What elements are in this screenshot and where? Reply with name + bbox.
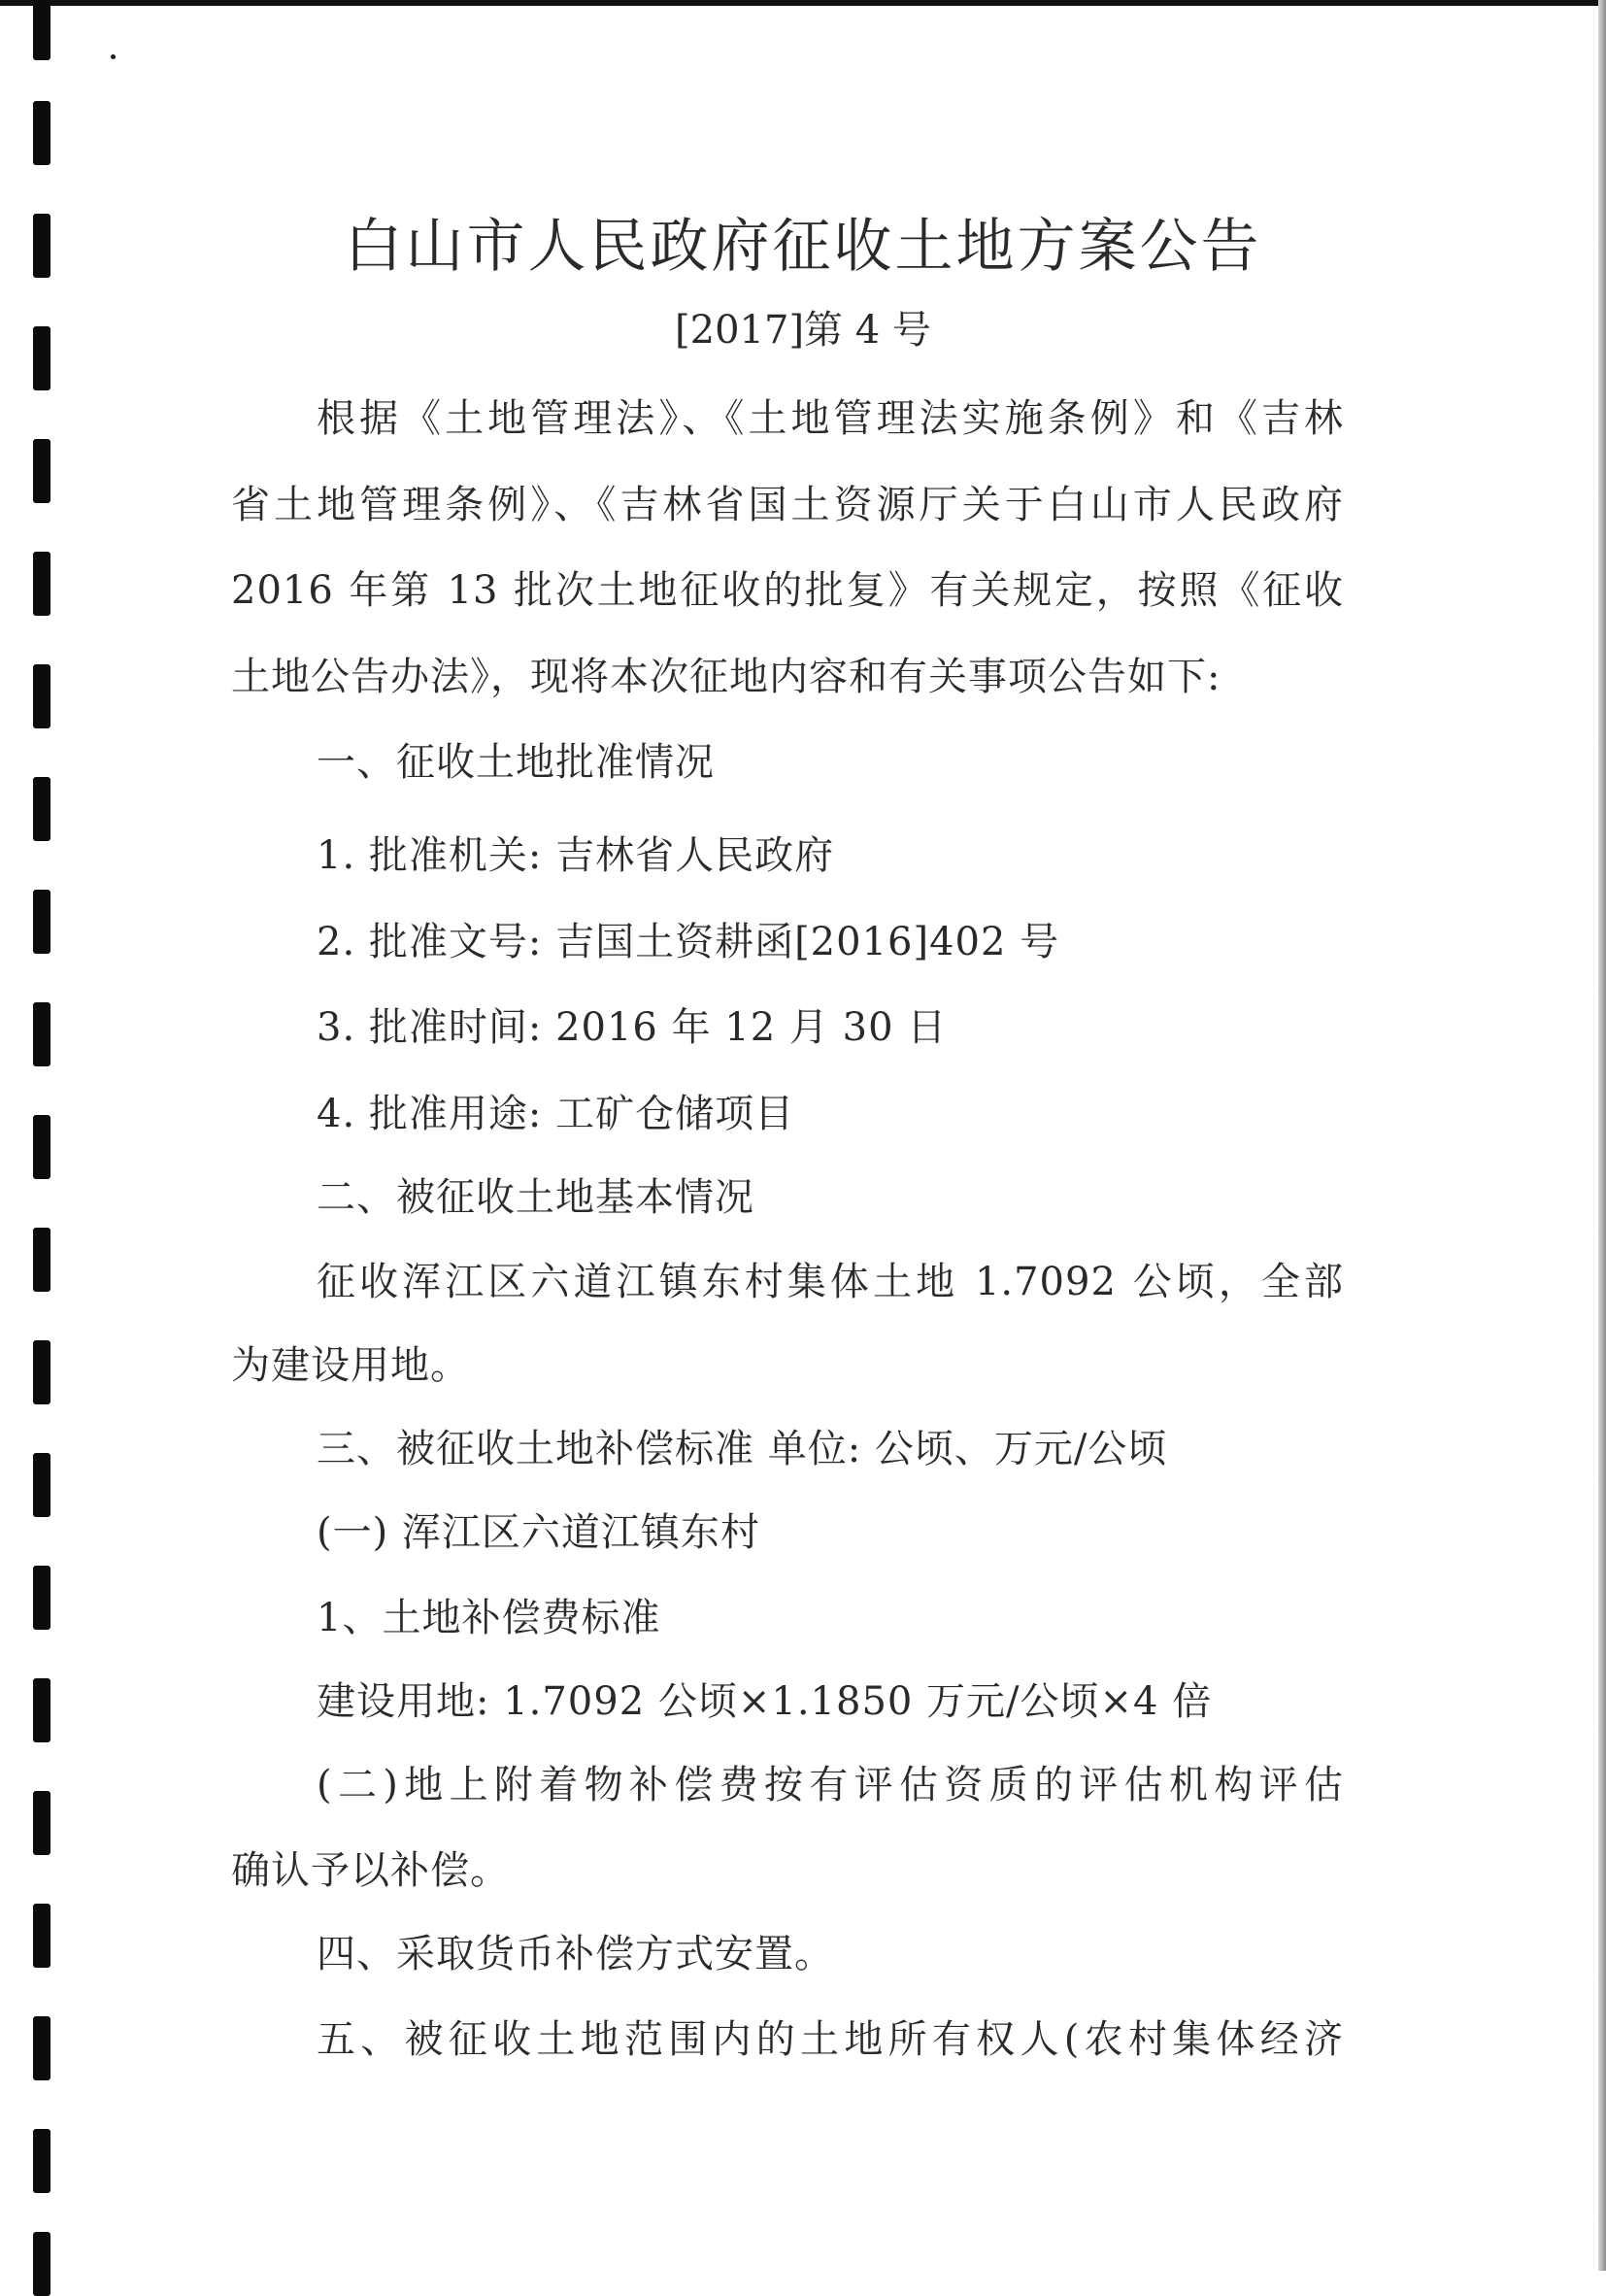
section-4-heading: 四、采取货币补偿方式安置。 <box>317 1932 834 1976</box>
approval-date: 3. 批准时间: 2016 年 12 月 30 日 <box>317 1005 948 1050</box>
section-2-body-line-1: 征收浑江区六道江镇东村集体土地 1.7092 公顷，全部 <box>317 1260 1344 1304</box>
binding-hole <box>33 2232 50 2296</box>
binding-hole <box>33 1340 50 1404</box>
scan-speck <box>111 54 116 59</box>
binding-hole <box>33 2016 50 2080</box>
scan-top-edge <box>0 0 1606 6</box>
section-5-heading: 五、被征收土地范围内的土地所有权人(农村集体经济 <box>317 2017 1344 2062</box>
section-3-heading: 三、被征收土地补偿标准 单位: 公顷、万元/公顷 <box>317 1427 1168 1471</box>
binding-hole <box>33 552 50 616</box>
intro-line-3: 2016 年第 13 批次土地征收的批复》有关规定，按照《征收 <box>231 568 1344 613</box>
document-number: [2017]第 4 号 <box>675 308 931 353</box>
binding-hole <box>33 1904 50 1968</box>
binding-hole <box>33 777 50 841</box>
binding-hole <box>33 1678 50 1742</box>
binding-hole <box>33 1791 50 1855</box>
binding-hole <box>33 664 50 728</box>
section-3-subheading-1: (一) 浑江区六道江镇东村 <box>317 1510 760 1555</box>
binding-hole <box>33 2129 50 2193</box>
binding-hole <box>33 101 50 165</box>
document-title: 白山市人民政府征收土地方案公告 <box>344 213 1262 281</box>
binding-hole <box>33 0 50 60</box>
binding-hole <box>33 439 50 503</box>
construction-land-formula: 建设用地: 1.7092 公顷×1.1850 万元/公顷×4 倍 <box>317 1679 1213 1724</box>
section-1-heading: 一、征收土地批准情况 <box>317 740 715 785</box>
binding-hole <box>33 1002 50 1066</box>
binding-hole <box>33 1566 50 1630</box>
section-3-subheading-2-line-2: 确认予以补偿。 <box>231 1848 510 1893</box>
intro-line-2: 省土地管理条例》、《吉林省国土资源厅关于白山市人民政府 <box>231 483 1344 527</box>
binding-hole <box>33 1228 50 1292</box>
intro-line-4: 土地公告办法》，现将本次征地内容和有关事项公告如下: <box>231 655 1221 699</box>
approval-document-number: 2. 批准文号: 吉国土资耕函[2016]402 号 <box>317 920 1060 964</box>
section-3-subheading-2-line-1: (二)地上附着物补偿费按有评估资质的评估机构评估 <box>317 1763 1344 1807</box>
binding-hole <box>33 890 50 954</box>
section-2-body-line-2: 为建设用地。 <box>231 1343 470 1388</box>
approval-authority: 1. 批准机关: 吉林省人民政府 <box>317 833 835 878</box>
binding-hole <box>33 1115 50 1179</box>
approval-purpose: 4. 批准用途: 工矿仓储项目 <box>317 1092 795 1136</box>
binding-hole <box>33 1453 50 1517</box>
section-2-heading: 二、被征收土地基本情况 <box>317 1175 754 1220</box>
intro-line-1: 根据《土地管理法》、《土地管理法实施条例》和《吉林 <box>317 396 1344 441</box>
land-compensation-standard: 1、土地补偿费标准 <box>317 1596 661 1640</box>
